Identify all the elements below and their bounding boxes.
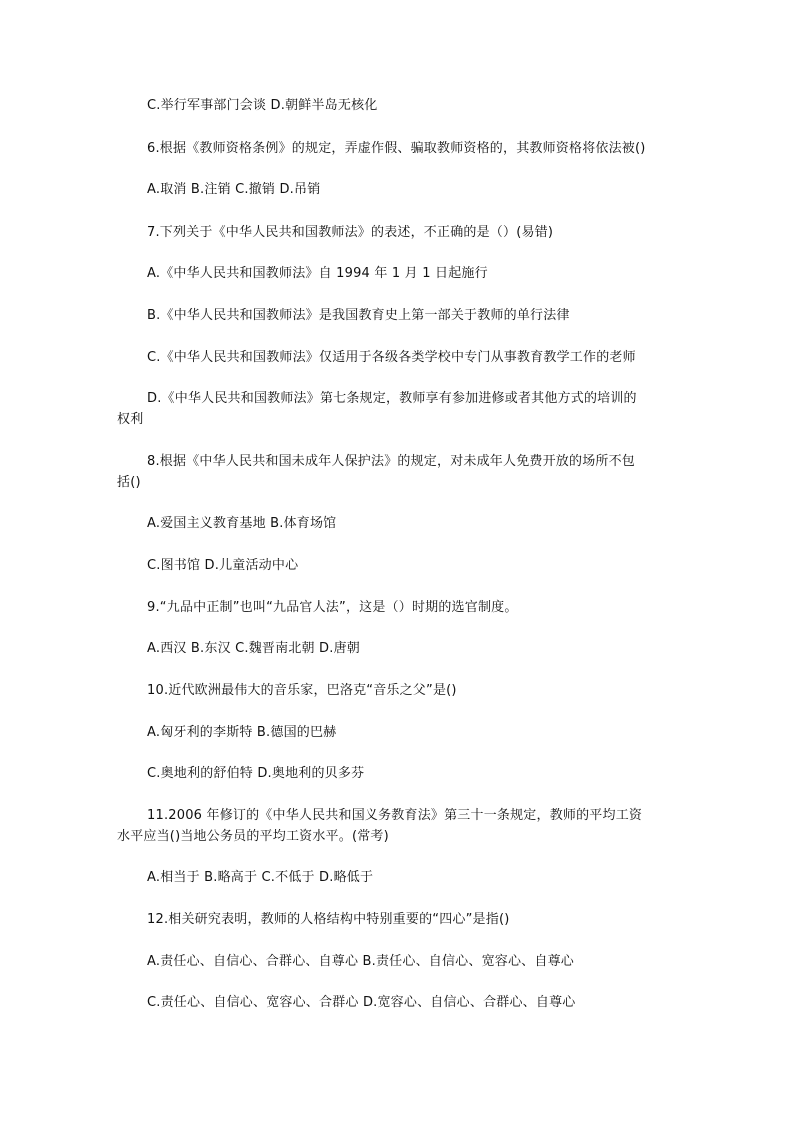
option-line: B.《中华人民共和国教师法》是我国教育史上第一部关于教师的单行法律 [147,308,570,323]
option-line: A.《中华人民共和国教师法》自 1994 年 1 月 1 日起施行 [147,266,488,281]
option-line: C.举行军事部门会谈 D.朝鲜半岛无核化 [147,98,378,113]
option-line: C.《中华人民共和国教师法》仅适用于各级各类学校中专门从事教育教学工作的老师 [147,350,636,365]
question-7: 7.下列关于《中华人民共和国教师法》的表述，不正确的是（）(易错) [147,225,554,240]
option-line: A.匈牙利的李斯特 B.德国的巴赫 [147,725,337,740]
question-9: 9.“九品中正制”也叫“九品官人法”，这是（）时期的选官制度。 [147,600,518,615]
question-8-continuation: 括() [117,475,141,490]
option-line: C.图书馆 D.儿童活动中心 [147,558,299,573]
option-line: D.《中华人民共和国教师法》第七条规定，教师享有参加进修或者其他方式的培训的 [147,391,637,406]
question-11-continuation: 水平应当()当地公务员的平均工资水平。(常考) [117,829,389,844]
question-10: 10.近代欧洲最伟大的音乐家，巴洛克“音乐之父”是() [147,683,457,698]
question-8: 8.根据《中华人民共和国未成年人保护法》的规定，对未成年人免费开放的场所不包 [147,454,636,469]
option-line: C.奥地利的舒伯特 D.奥地利的贝多芬 [147,766,365,781]
option-line: A.取消 B.注销 C.撤销 D.吊销 [147,182,321,197]
question-11: 11.2006 年修订的《中华人民共和国义务教育法》第三十一条规定，教师的平均工资 [147,808,643,823]
question-6: 6.根据《教师资格条例》的规定，弄虚作假、骗取教师资格的，其教师资格将依法被() [147,141,646,156]
option-line: C.责任心、自信心、宽容心、合群心 D.宽容心、自信心、合群心、自尊心 [147,995,576,1010]
question-12: 12.相关研究表明，教师的人格结构中特别重要的“四心”是指() [147,912,510,927]
option-line: A.爱国主义教育基地 B.体育场馆 [147,516,337,531]
option-line-continuation: 权利 [117,412,144,427]
option-line: A.西汉 B.东汉 C.魏晋南北朝 D.唐朝 [147,641,360,656]
option-line: A.责任心、自信心、合群心、自尊心 B.责任心、自信心、宽容心、自尊心 [147,954,574,969]
option-line: A.相当于 B.略高于 C.不低于 D.略低于 [147,870,374,885]
